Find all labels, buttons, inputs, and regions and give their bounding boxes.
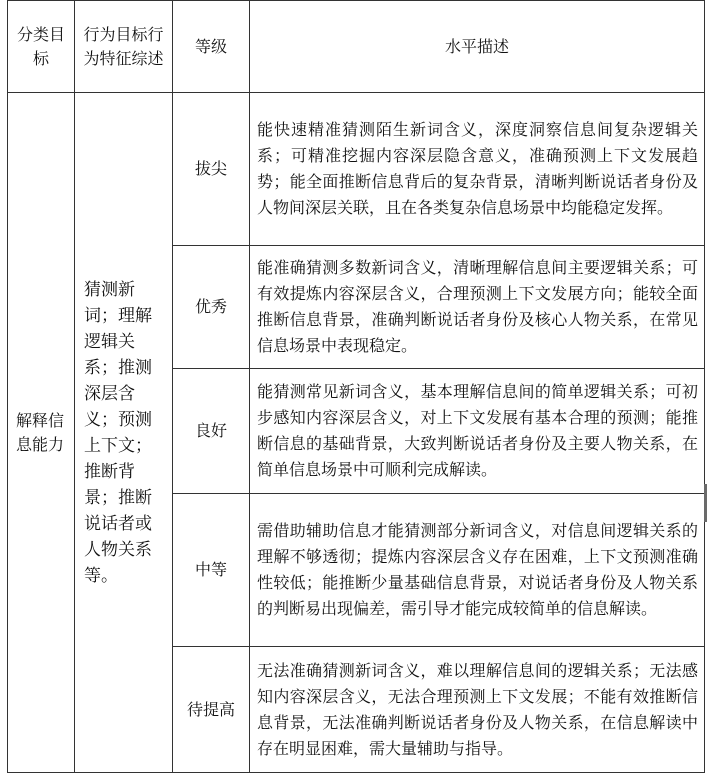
- level-cell: 良好: [173, 369, 250, 494]
- level-cell: 拔尖: [173, 93, 250, 246]
- header-traits: 行为目标行为特征综述: [75, 1, 173, 93]
- level-cell: 待提高: [173, 647, 250, 773]
- description-cell: 需借助辅助信息才能猜测部分新词含义，对信息间逻辑关系的理解不够透彻；提炼内容深层含义存在困难，上下文预测准确性较低；能推断少量基础信息背景，对说话者身份及人物关系的判断易出现偏差，需引导才能完成较简单的信息解读。: [250, 494, 705, 647]
- scrollbar-thumb[interactable]: [704, 484, 707, 522]
- description-cell: 能准确猜测多数新词含义，清晰理解信息间主要逻辑关系；可有效提炼内容深层含义，合理预测上下文发展方向；能较全面推断信息背景，准确判断说话者身份及核心人物关系，在常见信息场景中表现稳定。: [250, 246, 705, 369]
- description-cell: 能快速精准猜测陌生新词含义，深度洞察信息间复杂逻辑关系；可精准挖掘内容深层隐含意义，准确预测上下文发展趋势；能全面推断信息背后的复杂背景，清晰判断说话者身份及人物间深层关联，且在各类复杂信息场景中均能稳定发挥。: [250, 93, 705, 246]
- description-cell: 无法准确猜测新词含义，难以理解信息间的逻辑关系；无法感知内容深层含义，无法合理预测上下文发展；不能有效推断信息背景，无法准确判断说话者身份及人物关系，在信息解读中存在明显困难，需大量辅助与指导。: [250, 647, 705, 773]
- header-description: 水平描述: [250, 1, 705, 93]
- traits-cell: 猜测新词；理解逻辑关系；推测深层含义；预测上下文；推断背景；推断说话者或人物关系等。: [75, 93, 173, 773]
- level-cell: 中等: [173, 494, 250, 647]
- rubric-table: [7, 0, 705, 773]
- table-row: [8, 93, 705, 246]
- header-category: 分类目标: [8, 1, 75, 93]
- header-level: 等级: [173, 1, 250, 93]
- description-cell: 能猜测常见新词含义，基本理解信息间的简单逻辑关系；可初步感知内容深层含义，对上下文发展有基本合理的预测；能推断信息的基础背景，大致判断说话者身份及主要人物关系，在简单信息场景中可顺利完成解读。: [250, 369, 705, 494]
- level-cell: 优秀: [173, 246, 250, 369]
- header-row: [8, 1, 705, 93]
- category-cell: 解释信息能力: [8, 93, 75, 773]
